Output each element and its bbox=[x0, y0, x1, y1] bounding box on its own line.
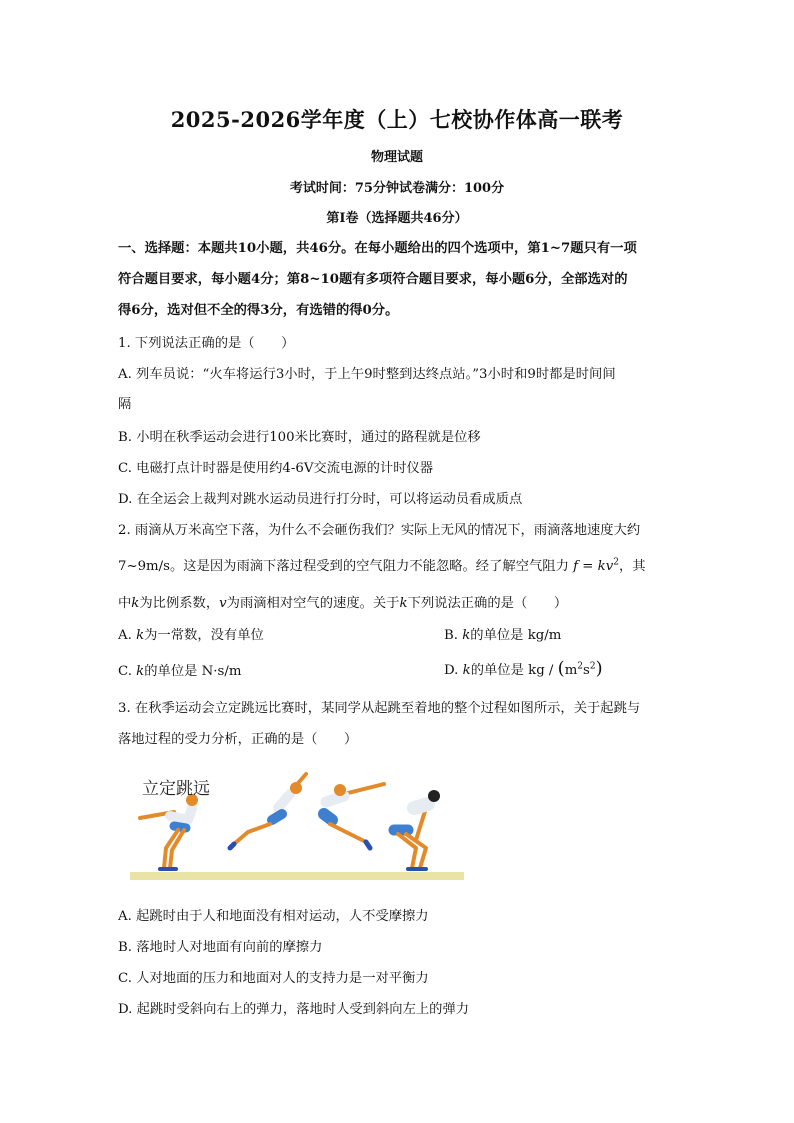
q2-text: 下列说法正确的是（ ） bbox=[407, 596, 568, 611]
paren-close: ) bbox=[595, 658, 603, 679]
formula-f: f bbox=[573, 559, 579, 574]
formula-kv: kv bbox=[597, 559, 614, 574]
jumper-landing bbox=[394, 790, 440, 869]
q2-option-b bbox=[444, 624, 561, 643]
option-text: 的单位是 kg/m bbox=[470, 628, 562, 643]
instructions-line-2: 符合题目要求，每小题4分；第8~10题有多项符合题目要求，每小题6分，全部选对的 bbox=[118, 272, 628, 287]
section-heading: 第Ⅰ卷（选择题共46分） bbox=[326, 211, 468, 226]
q1-option-b: B. 小明在秋季运动会进行100米比赛时，通过的路程就是位移 bbox=[118, 430, 481, 445]
instructions bbox=[118, 233, 678, 326]
var-k: k bbox=[462, 663, 471, 678]
jumper-flight bbox=[324, 784, 384, 848]
instructions-line-1: 一、选择题：本题共10小题，共46分。在每小题给出的四个选项中，第1~7题只有一项 bbox=[118, 241, 637, 256]
instructions-line-3: 得6分，选对但不全的得3分，有选错的得0分。 bbox=[118, 303, 399, 318]
q2-text: 为比例系数， bbox=[139, 596, 220, 611]
formula-exponent: 2 bbox=[613, 557, 619, 568]
var-k: k bbox=[131, 596, 140, 611]
var-k: k bbox=[136, 664, 145, 679]
q2-option-d bbox=[444, 658, 603, 679]
option-letter: A. bbox=[118, 628, 132, 643]
q3-option-b: B. 落地时人对地面有向前的摩擦力 bbox=[118, 940, 323, 955]
q2-stem-line-1: 2. 雨滴从万米高空下落，为什么不会砸伤我们？实际上无风的情况下，雨滴落地速度大约 bbox=[118, 523, 641, 538]
q2-text: 7~9m/s。这是因为雨滴下落过程受到的空气阻力不能忽略。经了解空气阻力 bbox=[118, 559, 569, 574]
unit-m: m bbox=[564, 663, 578, 678]
q1-option-c: C. 电磁打点计时器是使用约4-6V交流电源的计时仪器 bbox=[118, 461, 434, 476]
q2-stem-line-3 bbox=[118, 592, 567, 611]
exam-info: 考试时间：75分钟试卷满分：100分 bbox=[289, 181, 505, 196]
q2-text: 中 bbox=[118, 596, 132, 611]
subject-title: 物理试题 bbox=[370, 150, 423, 165]
option-text: 的单位是 kg / bbox=[470, 663, 554, 678]
var-k: k bbox=[399, 596, 408, 611]
var-k: k bbox=[462, 628, 471, 643]
ground-strip bbox=[130, 872, 464, 880]
q2-text-tail: ，其 bbox=[618, 559, 646, 574]
q2-option-a bbox=[118, 624, 264, 643]
q3-stem-line-1: 3. 在秋季运动会立定跳远比赛时，某同学从起跳至着地的整个过程如图所示，关于起跳与 bbox=[118, 701, 641, 716]
q2-stem-line-2 bbox=[118, 555, 646, 574]
option-letter: D. bbox=[444, 663, 459, 678]
standing-long-jump-figure bbox=[130, 768, 466, 886]
option-letter: C. bbox=[118, 664, 132, 679]
jumper-takeoff bbox=[230, 774, 306, 848]
figure-caption: 立定跳远 bbox=[142, 779, 210, 799]
q2-option-c bbox=[118, 660, 241, 679]
unit-exponent: 2 bbox=[577, 661, 584, 672]
option-text: 为一常数，没有单位 bbox=[144, 628, 264, 643]
formula-equals: = bbox=[578, 559, 598, 574]
q1-option-d: D. 在全运会上裁判对跳水运动员进行打分时，可以将运动员看成质点 bbox=[118, 492, 523, 507]
var-v: v bbox=[219, 596, 227, 611]
q1-option-a: A. 列车员说：“火车将运行3小时，于上午9时整到达终点站。”3小时和9时都是时间间 bbox=[118, 367, 616, 382]
q2-text: 为雨滴相对空气的速度。关于 bbox=[226, 596, 400, 611]
q1-option-a-cont: 隔 bbox=[118, 397, 132, 412]
unit-exponent: 2 bbox=[589, 661, 596, 672]
var-k: k bbox=[136, 628, 145, 643]
q3-option-c: C. 人对地面的压力和地面对人的支持力是一对平衡力 bbox=[118, 971, 429, 986]
unit-s: s bbox=[583, 663, 590, 678]
paren-open: ( bbox=[557, 658, 565, 679]
q1-stem: 1. 下列说法正确的是（ ） bbox=[118, 336, 295, 351]
option-letter: B. bbox=[444, 628, 458, 643]
q3-option-d: D. 起跳时受斜向右上的弹力，落地时人受到斜向左上的弹力 bbox=[118, 1002, 470, 1017]
q3-stem-line-2: 落地过程的受力分析，正确的是（ ） bbox=[118, 732, 358, 747]
exam-title: 2025-2026学年度（上）七校协作体高一联考 bbox=[170, 107, 624, 132]
q3-option-a: A. 起跳时由于人和地面没有相对运动，人不受摩擦力 bbox=[118, 909, 429, 924]
option-text: 的单位是 N·s/m bbox=[144, 664, 242, 679]
jumper-crouch bbox=[140, 794, 198, 869]
